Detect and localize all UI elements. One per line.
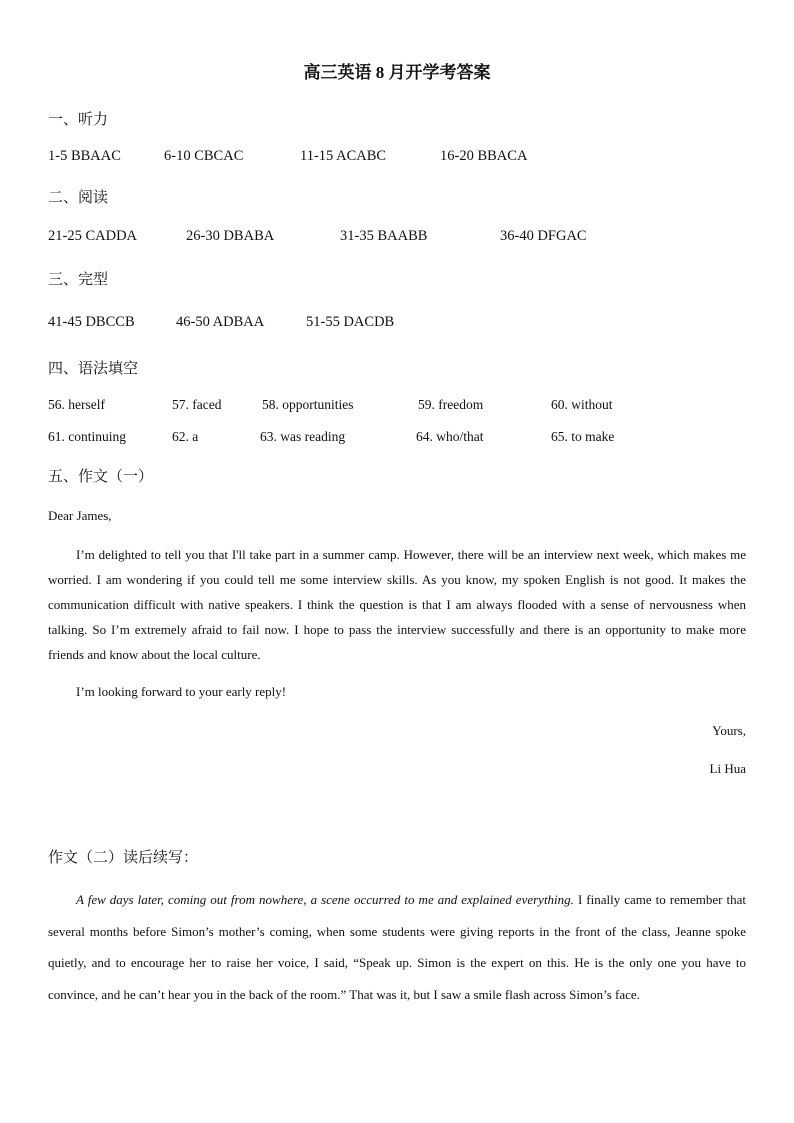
answer-item: 57. faced xyxy=(172,397,222,412)
answer-group: 1-5 BBAAC xyxy=(48,148,121,164)
continuation-paragraph xyxy=(48,884,746,1010)
answer-group: 6-10 CBCAC xyxy=(164,148,244,164)
section-heading-grammar: 四、语法填空 xyxy=(48,359,139,377)
answer-group: 46-50 ADBAA xyxy=(176,314,265,330)
answer-item: 64. who/that xyxy=(416,429,484,444)
answer-group: 41-45 DBCCB xyxy=(48,314,135,330)
answer-item: 59. freedom xyxy=(418,397,484,412)
answer-item: 56. herself xyxy=(48,397,105,412)
answer-item: 60. without xyxy=(551,397,613,412)
letter-salutation: Dear James, xyxy=(48,508,112,523)
letter-signature: Li Hua xyxy=(709,761,746,776)
answer-group: 26-30 DBABA xyxy=(186,228,275,244)
answer-item: 62. a xyxy=(172,429,199,444)
continuation-lead-sentence: A few days later, coming out from nowhere, a scene occurred to me and explained everything. xyxy=(76,892,574,907)
answer-item: 58. opportunities xyxy=(262,397,354,412)
letter-closing-line: I’m looking forward to your early reply! xyxy=(76,684,287,699)
continuation-body: I finally came to remember that several months before Simon’s mother’s coming, when some students were giving reports in the front of the class, Jeanne spoke quietly, and to encourage her to raise her voice, I said, “Speak up. Simon is the expert on this. He is the only one you have to convince, and he can’t hear you in the back of the room.” That was it, but I saw a smile flash across Simon’s face. xyxy=(48,892,746,1002)
answer-item: 65. to make xyxy=(551,429,615,444)
section-heading-writing-1: 五、作文（一） xyxy=(48,467,154,485)
section-heading-cloze: 三、完型 xyxy=(48,270,109,288)
letter-body: I’m delighted to tell you that I'll take part in a summer camp. However, there will be an interview next week, which makes me worried. I am wondering if you could tell me some interview skills. As you know, my spoken English is not good. It makes the communication difficult with native speakers. I think the question is that I am always flooded with a sense of nervousness when talking. So I’m extremely afraid to fail now. I hope to pass the interview successfully and there is an opportunity to make more friends and know about the local culture. xyxy=(48,547,746,662)
section-heading-reading: 二、阅读 xyxy=(48,188,109,206)
section-heading-writing-2: 作文（二）读后续写： xyxy=(48,848,199,866)
letter-signoff: Yours, xyxy=(712,723,746,738)
answer-group: 51-55 DACDB xyxy=(306,314,395,330)
answer-group: 31-35 BAABB xyxy=(340,228,428,244)
answer-item: 63. was reading xyxy=(260,429,346,444)
answer-group: 36-40 DFGAC xyxy=(500,228,587,244)
answer-group: 11-15 ACABC xyxy=(300,148,387,164)
answer-group: 16-20 BBACA xyxy=(440,148,528,164)
page-title: 高三英语 8 月开学考答案 xyxy=(303,63,491,82)
section-heading-listening: 一、听力 xyxy=(48,110,109,128)
answer-group: 21-25 CADDA xyxy=(48,228,138,244)
answer-item: 61. continuing xyxy=(48,429,126,444)
